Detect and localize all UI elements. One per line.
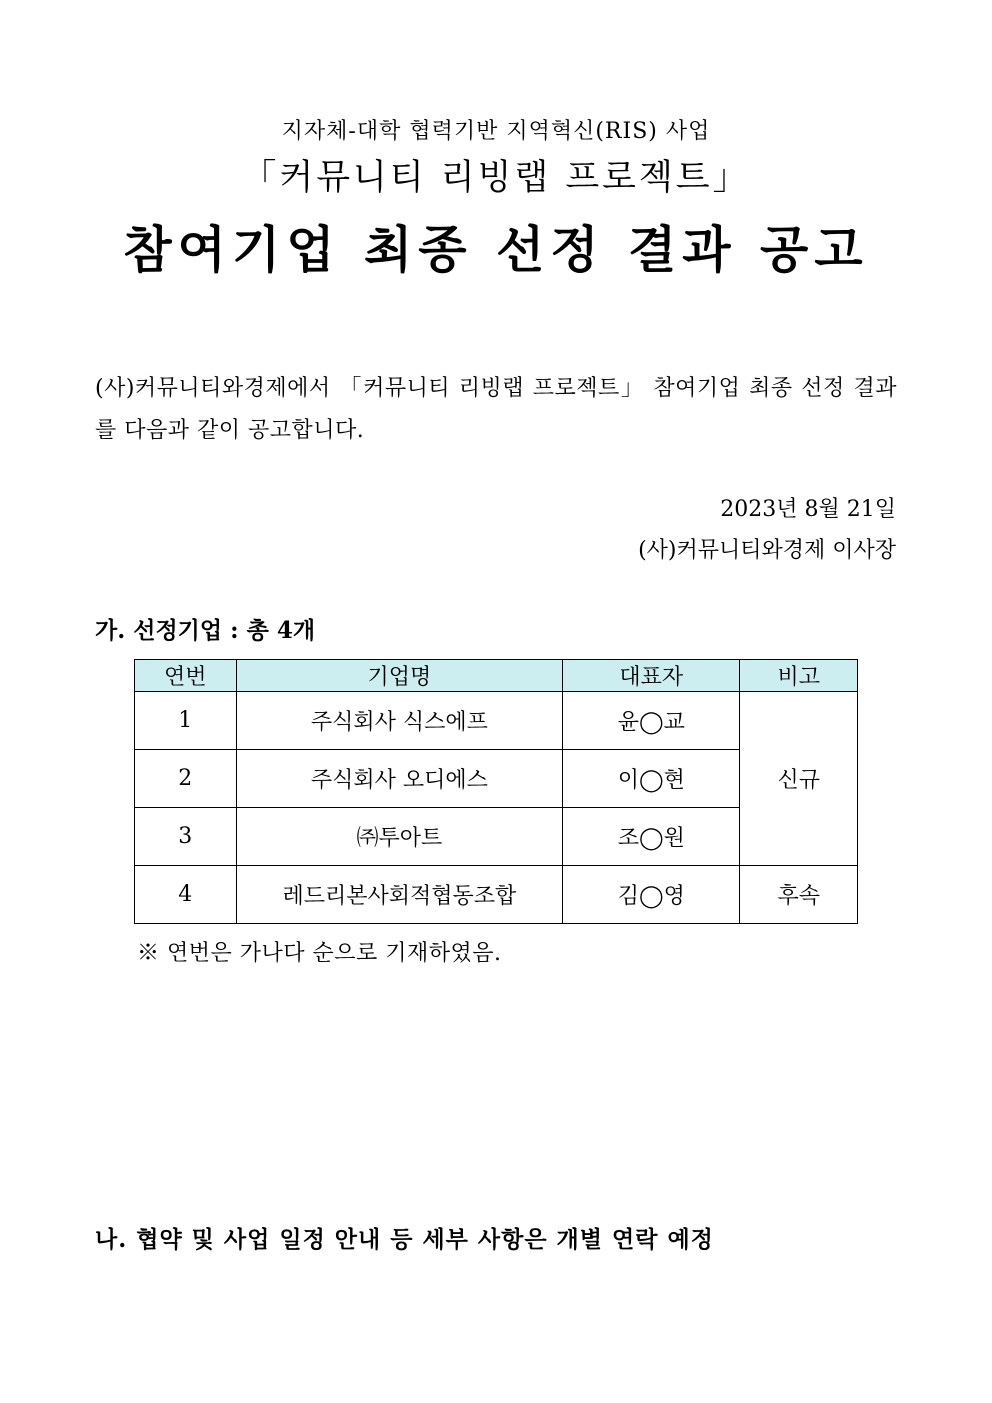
row-company-name: 주식회사 오디에스 — [236, 750, 563, 808]
table-row — [135, 692, 858, 750]
row-company-name: ㈜투아트 — [236, 808, 563, 866]
section-a-heading: 가. 선정기업 : 총 4개 — [95, 617, 316, 644]
header-company-name: 기업명 — [236, 660, 563, 692]
selected-companies-table — [134, 659, 858, 924]
announcement-date: 2023년 8월 21일 — [720, 497, 896, 522]
row-representative: 김◯영 — [563, 866, 740, 924]
issuer-name: (사)커뮤니티와경제 이사장 — [638, 538, 896, 563]
row-representative: 조◯원 — [563, 808, 740, 866]
row-company-name: 주식회사 식스에프 — [236, 692, 563, 750]
row-representative: 윤◯교 — [563, 692, 740, 750]
row-number: 2 — [135, 750, 237, 808]
page-title: 참여기업 최종 선정 결과 공고 — [123, 220, 869, 279]
table-header-row — [135, 660, 858, 692]
table-footnote: ※ 연번은 가나다 순으로 기재하였음. — [137, 941, 502, 966]
row-remarks-follow: 후속 — [740, 866, 858, 924]
row-number: 1 — [135, 692, 237, 750]
project-title: 「커뮤니티 리빙랩 프로젝트」 — [241, 158, 751, 198]
header-number: 연번 — [135, 660, 237, 692]
header-remarks: 비고 — [740, 660, 858, 692]
row-number: 4 — [135, 866, 237, 924]
row-representative: 이◯현 — [563, 750, 740, 808]
row-company-name: 레드리본사회적협동조합 — [236, 866, 563, 924]
section-b-heading: 나. 협약 및 사업 일정 안내 등 세부 사항은 개별 연락 예정 — [95, 1226, 714, 1253]
row-number: 3 — [135, 808, 237, 866]
subtitle: 지자체-대학 협력기반 지역혁신(RIS) 사업 — [281, 119, 711, 144]
intro-paragraph: (사)커뮤니티와경제에서 「커뮤니티 리빙랩 프로젝트」 참여기업 최종 선정 결과를 다음과 같이 공고합니다. — [95, 376, 897, 443]
header-representative: 대표자 — [563, 660, 740, 692]
table-row — [135, 866, 858, 924]
row-remarks-new: 신규 — [740, 692, 858, 866]
